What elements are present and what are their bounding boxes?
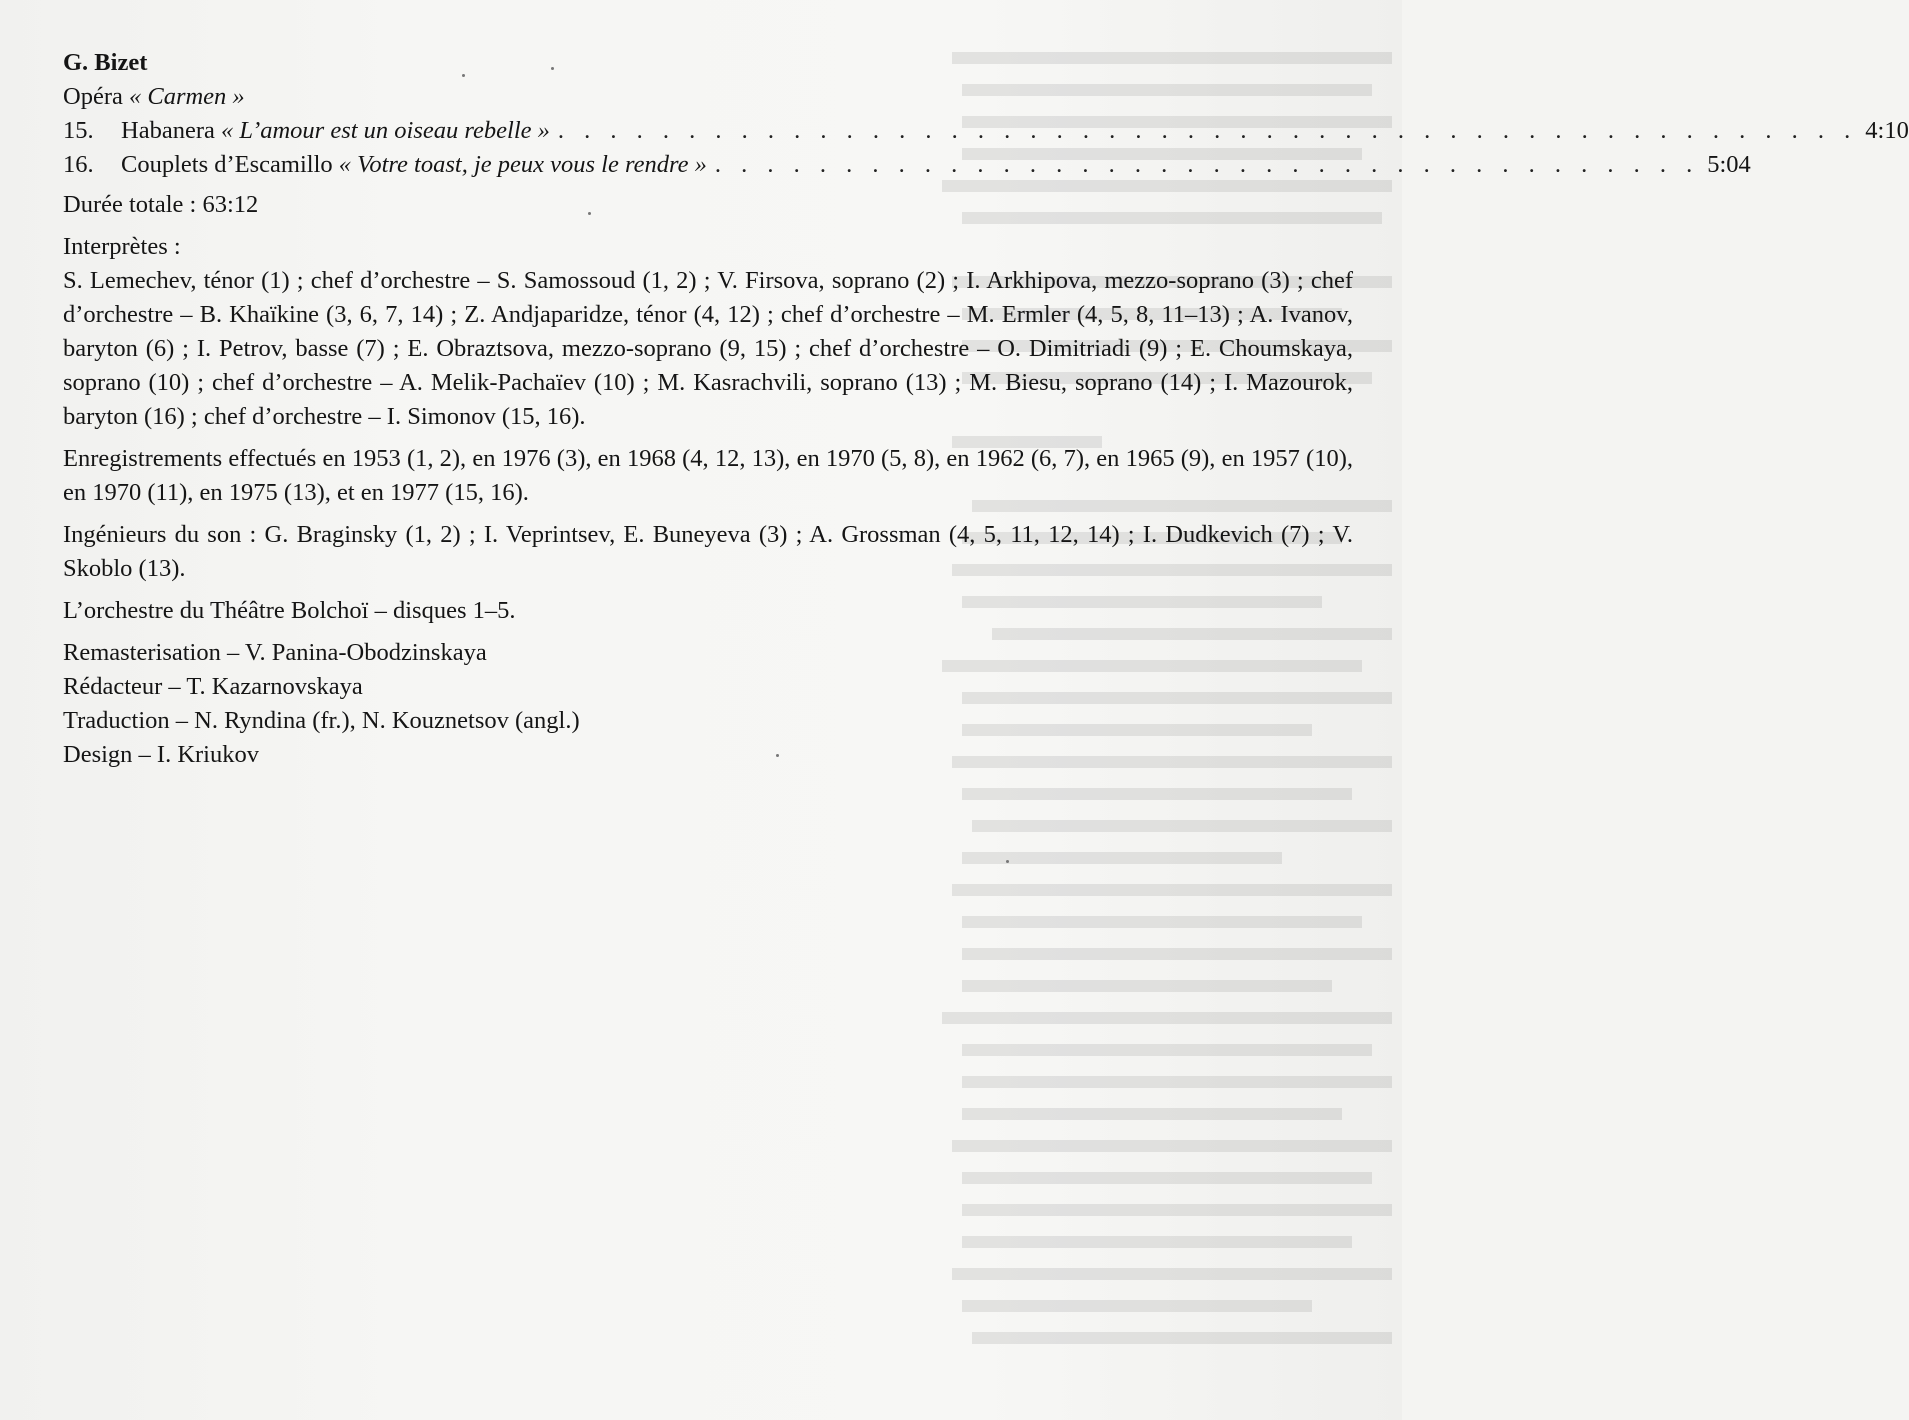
dot-leader: . . . . . . . . . . . . . . . . . . . . . . . . . . . . . . . . . . . . . .: [714, 151, 1700, 178]
performers-list: S. Lemechev, ténor (1) ; chef d’orchestre – S. Samossoud (1, 2) ; V. Firsova, soprano (2) ; I. Arkhipova, mezzo-soprano (3) ; chef d’orchestre – B. Khaïkine (3, 6, 7, 14) ; Z. Andjaparidze, ténor (4, 12) ; chef d’orchestre – M. Ermler (4, 5, 8, 11–13) ; A. Ivanov, baryton (6) ; I. Petrov, basse (7) ; E. Obraztsova, mezzo-soprano (9, 15) ; chef d’orchestre – O. Dimitriadi (9) ; E. Choumskaya, soprano (10) ; chef d’orchestre – A. Melik-Pachaïev (10) ; M. Kasrachvili, soprano (13) ; M. Biesu, soprano (14) ; I. Mazourok, baryton (16) ; chef d’orchestre – I. Simonov (15, 16).: [63, 267, 1353, 430]
text-block: [63, 46, 1909, 772]
track-title: [121, 148, 707, 182]
paper-speck: [462, 74, 465, 77]
dot-leader: . . . . . . . . . . . . . . . . . . . . . . . . . . . . . . . . . . . . . . . . . . . . . . . . . .: [557, 117, 1858, 144]
track-number: 15.: [63, 117, 94, 144]
opera-title: « Carmen »: [128, 83, 245, 110]
credit-editor: Rédacteur – T. Kazarnovskaya: [63, 673, 363, 700]
track-row-16: [63, 148, 1751, 182]
track-subtitle: « L’amour est un oiseau rebelle »: [220, 117, 550, 144]
paper-speck: [551, 67, 554, 70]
orchestra-credit: L’orchestre du Théâtre Bolchoï – disques 1–5.: [63, 597, 516, 624]
paper-speck: [588, 212, 591, 215]
paper-speck: [776, 754, 779, 757]
track-name: Habanera: [121, 117, 221, 144]
track-name: Couplets d’Escamillo: [121, 151, 339, 178]
composer-name: G. Bizet: [63, 49, 148, 76]
track-duration: 4:10: [1865, 117, 1909, 144]
track-row-15: [63, 114, 1909, 148]
credit-remastering: Remasterisation – V. Panina-Obodzinskaya: [63, 639, 487, 666]
credit-design: Design – I. Kriukov: [63, 741, 259, 768]
opera-prefix: Opéra: [63, 83, 129, 110]
opera-title-line: [63, 80, 1353, 114]
credit-translation: Traduction – N. Ryndina (fr.), N. Kouznetsov (angl.): [63, 707, 580, 734]
track-subtitle: « Votre toast, je peux vous le rendre »: [338, 151, 707, 178]
recording-dates: Enregistrements effectués en 1953 (1, 2), en 1976 (3), en 1968 (4, 12, 13), en 1970 (5, 8), en 1962 (6, 7), en 1965 (9), en 1957 (10), en 1970 (11), en 1975 (13), et en 1977 (15, 16).: [63, 445, 1353, 506]
track-number: 16.: [63, 151, 94, 178]
total-duration: Durée totale : 63:12: [63, 191, 259, 218]
paper-speck: [1006, 860, 1009, 863]
performers-heading: Interprètes :: [63, 233, 181, 260]
sound-engineers: Ingénieurs du son : G. Braginsky (1, 2) ; I. Veprintsev, E. Buneyeva (3) ; A. Grossman (4, 5, 11, 12, 14) ; I. Dudkevich (7) ; V. Skoblo (13).: [63, 521, 1353, 582]
track-title: [121, 114, 550, 148]
track-duration: 5:04: [1707, 151, 1751, 178]
